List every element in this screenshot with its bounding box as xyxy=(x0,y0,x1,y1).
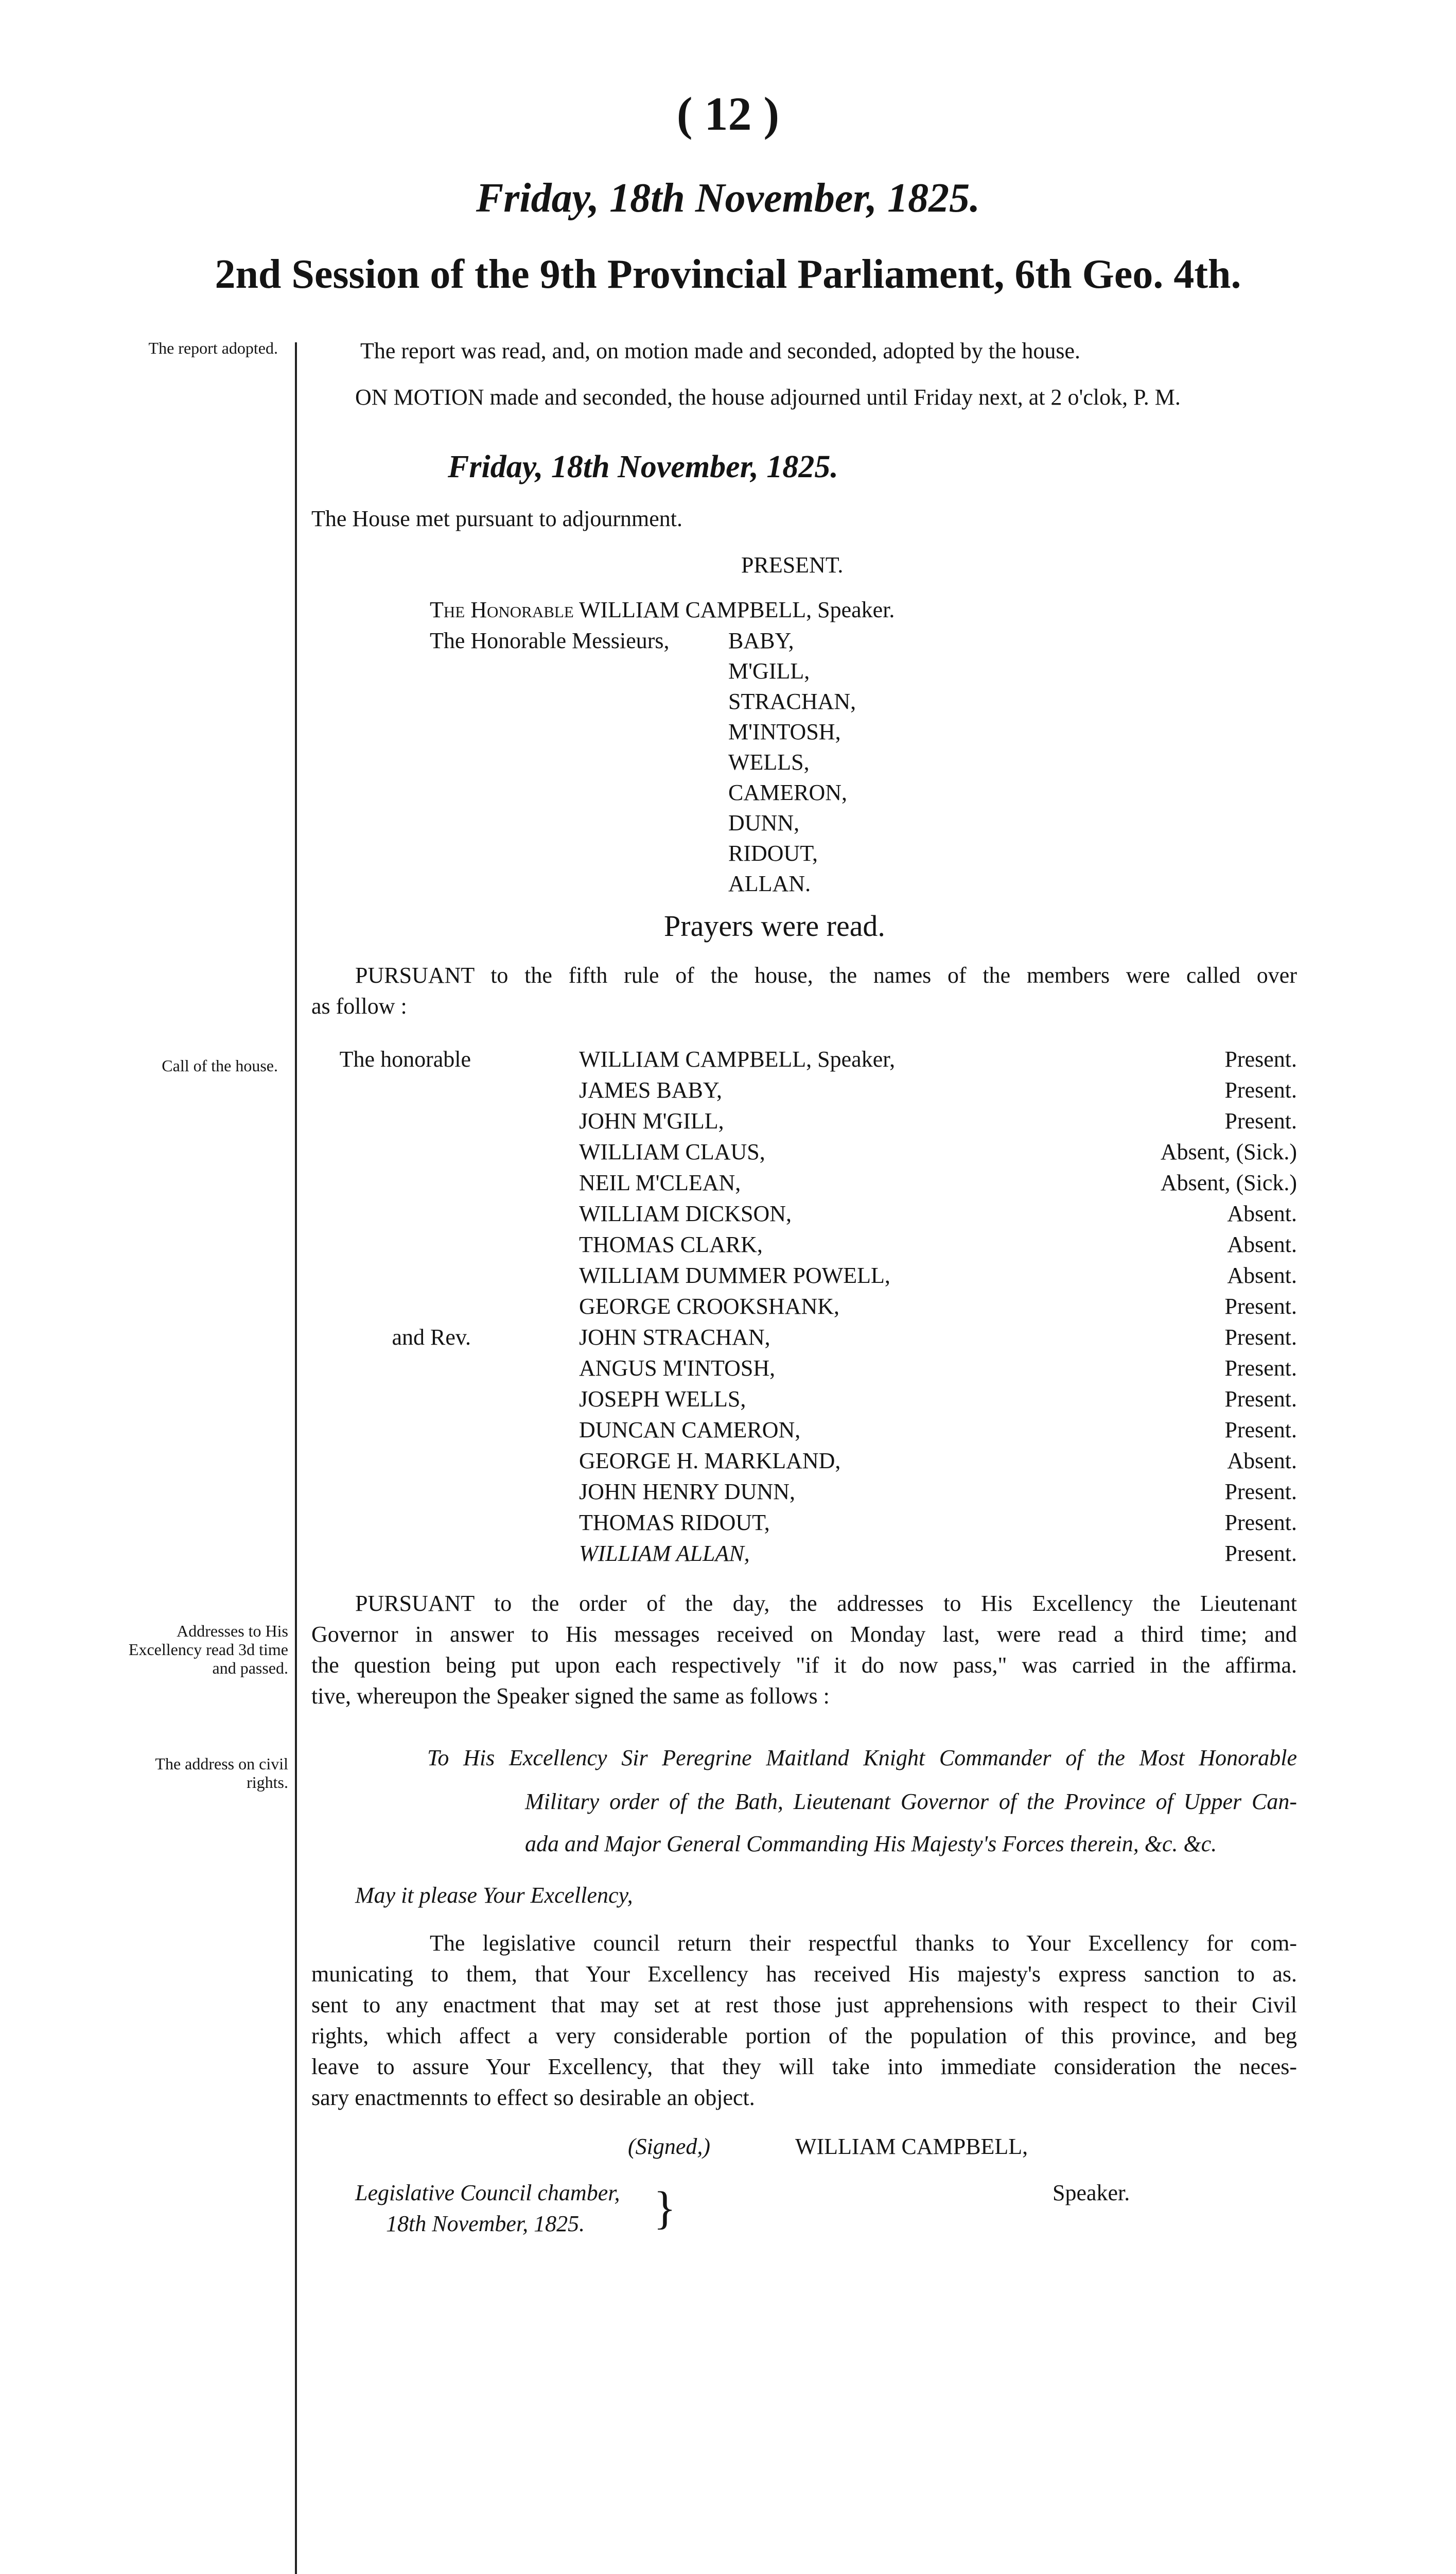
table-row: GEORGE H. MARKLAND, Absent. xyxy=(579,1448,1297,1473)
place-line: Legislative Council chamber, xyxy=(355,2180,620,2205)
roll-call-intro-line2: as follow : xyxy=(311,994,407,1019)
adjourn-line: ON MOTION made and seconded, the house adjourned until Friday next, at 2 o'clok, P. M. xyxy=(355,385,1181,410)
messieur-name: ALLAN. xyxy=(728,871,811,896)
prayers-heading: Prayers were read. xyxy=(664,909,885,943)
signer-title: Speaker. xyxy=(1052,2180,1130,2205)
date-heading: Friday, 18th November, 1825. xyxy=(476,176,980,221)
bracket-icon: } xyxy=(654,2183,676,2234)
table-row: WILLIAM ALLAN, Present. xyxy=(579,1541,1297,1566)
report-line: The report was read, and, on motion made and seconded, adopted by the house. xyxy=(360,338,1081,363)
address-body-line2: municating to them, that Your Excellency has received His majesty's express sanction to as. xyxy=(311,1961,1297,1987)
messieur-name: BABY, xyxy=(728,628,794,653)
table-row: JOHN M'GILL, Present. xyxy=(579,1108,1297,1134)
session-heading: 2nd Session of the 9th Provincial Parliament, 6th Geo. 4th. xyxy=(215,252,1241,297)
table-row: JOSEPH WELLS, Present. xyxy=(579,1386,1297,1412)
addresses-line4: tive, whereupon the Speaker signed the same as follows : xyxy=(311,1683,830,1709)
speaker-line xyxy=(430,595,894,625)
addresses-line3: the question being put upon each respectively "if it do now pass," was carried in the affirma. xyxy=(311,1653,1297,1678)
speaker-line-rest: WILLIAM CAMPBELL, Speaker. xyxy=(578,597,895,622)
sitting-date: Friday, 18th November, 1825. xyxy=(448,449,838,484)
roll-call-intro-line1: PURSUANT to the fifth rule of the house, the names of the members were called over xyxy=(355,963,1297,988)
salutation: May it please Your Excellency, xyxy=(355,1883,633,1908)
margin-note-addresses-read: Addresses to His Excellency read 3d time and passed. xyxy=(128,1622,288,1677)
address-body-line5: leave to assure Your Excellency, that they will take into immediate consideration the neces- xyxy=(311,2054,1297,2079)
addresses-line2: Governor in answer to His messages received on Monday last, were read a third time; and xyxy=(311,1622,1297,1647)
table-row: WILLIAM DICKSON, Absent. xyxy=(579,1201,1297,1226)
page-number: ( 12 ) xyxy=(676,88,780,140)
messieur-name: M'INTOSH, xyxy=(728,719,841,744)
messieur-name: M'GILL, xyxy=(728,658,810,684)
speaker-line-prefix: The Honorable xyxy=(430,597,574,622)
margin-note-call-of-house: Call of the house. xyxy=(162,1056,278,1075)
table-row: JOHN HENRY DUNN, Present. xyxy=(579,1479,1297,1504)
present-heading: PRESENT. xyxy=(741,552,844,578)
messieur-name: DUNN, xyxy=(728,810,800,836)
table-row: THOMAS CLARK, Absent. xyxy=(579,1232,1297,1257)
address-body-line3: sent to any enactment that may set at rest those just apprehensions with respect to their Civil xyxy=(311,1992,1297,2018)
address-body-line4: rights, which affect a very considerable portion of the population of this province, and beg xyxy=(311,2023,1297,2048)
messieur-name: STRACHAN, xyxy=(728,689,856,714)
table-row: DUNCAN CAMERON, Present. xyxy=(579,1417,1297,1442)
table-row: WILLIAM DUMMER POWELL, Absent. xyxy=(579,1263,1297,1288)
address-body-line1: The legislative council return their respectful thanks to Your Excellency for com- xyxy=(430,1931,1297,1956)
messieur-name: WELLS, xyxy=(728,750,810,775)
table-row: and Rev. JOHN STRACHAN, Present. xyxy=(392,1325,1297,1350)
margin-rule xyxy=(295,342,297,2574)
table-row: ANGUS M'INTOSH, Present. xyxy=(579,1355,1297,1381)
signed-label: (Signed,) xyxy=(628,2134,711,2159)
table-row: JAMES BABY, Present. xyxy=(579,1077,1297,1103)
margin-note-report-adopted: The report adopted. xyxy=(148,339,278,357)
table-row: THOMAS RIDOUT, Present. xyxy=(579,1510,1297,1535)
messieur-name: CAMERON, xyxy=(728,780,848,805)
table-row: The honorable WILLIAM CAMPBELL, Speaker, Present. xyxy=(339,1047,1297,1072)
table-row: GEORGE CROOKSHANK, Present. xyxy=(579,1294,1297,1319)
address-to-line3: ada and Major General Commanding His Majesty's Forces therein, &c. &c. xyxy=(525,1831,1217,1856)
address-to-line1: To His Excellency Sir Peregrine Maitland Knight Commander of the Most Honorable xyxy=(427,1745,1297,1770)
table-row: NEIL M'CLEAN, Absent, (Sick.) xyxy=(579,1170,1297,1195)
messieurs-prefix: The Honorable Messieurs, xyxy=(430,628,670,653)
margin-note-address-civil-rights: The address on civil rights. xyxy=(155,1754,288,1792)
place-date-line: 18th November, 1825. xyxy=(386,2211,585,2236)
house-met-line: The House met pursuant to adjournment. xyxy=(311,506,682,531)
signer-name: WILLIAM CAMPBELL, xyxy=(795,2134,1028,2159)
messieur-name: RIDOUT, xyxy=(728,841,818,866)
address-body-line6: sary enactmennts to effect so desirable an object. xyxy=(311,2085,755,2110)
address-to-line2: Military order of the Bath, Lieutenant Governor of the Province of Upper Can- xyxy=(525,1789,1297,1814)
table-row: WILLIAM CLAUS, Absent, (Sick.) xyxy=(579,1139,1297,1164)
addresses-line1: PURSUANT to the order of the day, the addresses to His Excellency the Lieutenant xyxy=(355,1591,1297,1616)
